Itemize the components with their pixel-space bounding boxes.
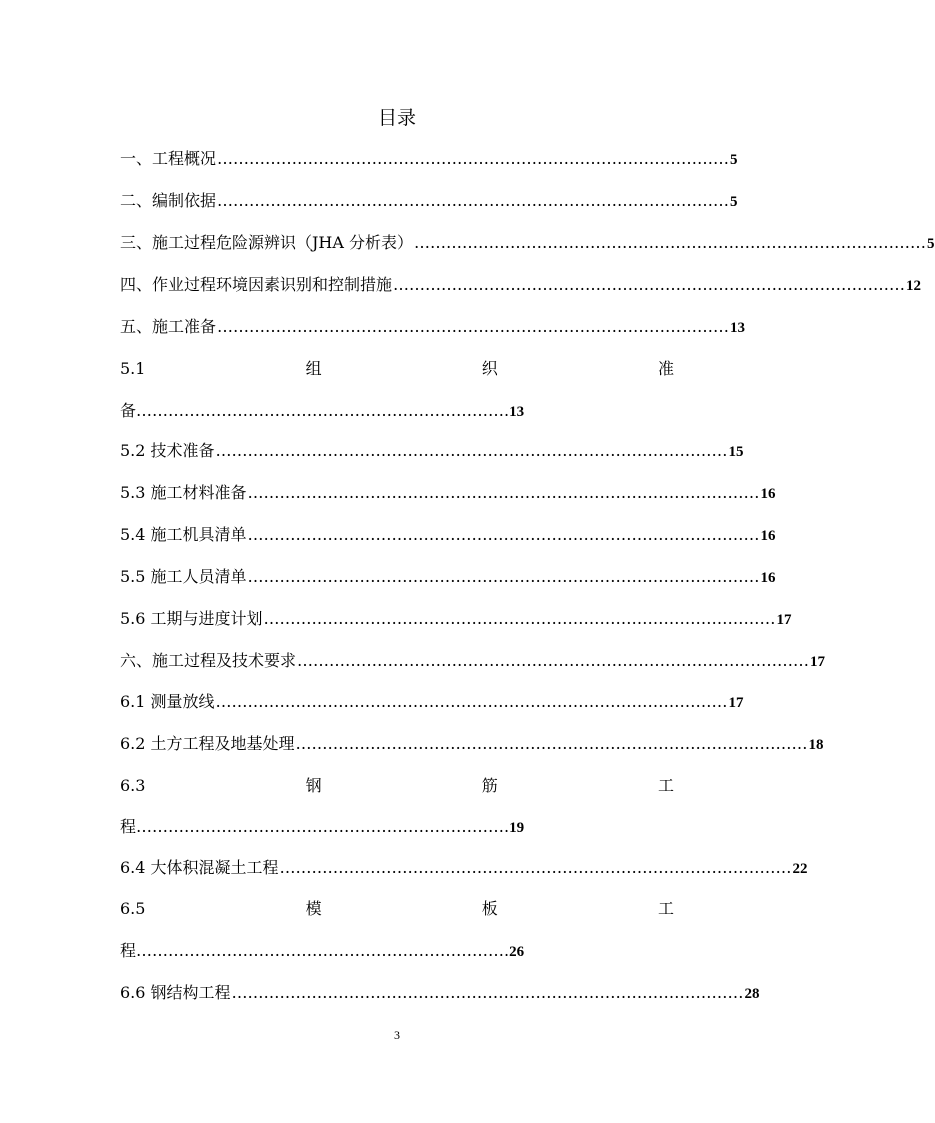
toc-title: 目录 [377, 107, 416, 129]
toc-entry[interactable] [120, 647, 826, 675]
toc-leader-dots: ……………………………………………………………. [136, 941, 510, 960]
toc-entry-label: 6.4 大体积混凝土工程 [120, 858, 279, 877]
toc-entry-number: 5.1 [120, 359, 146, 378]
toc-leader-dots: …………………………………………………………………………………… [217, 191, 730, 210]
toc-entry-label: 6.1 测量放线 [120, 692, 215, 711]
toc-entry-word: 工 [657, 899, 674, 918]
toc-entry-label: 5.3 施工材料准备 [120, 483, 247, 502]
toc-entry-label: 四、作业过程环境因素识别和控制措施 [120, 275, 393, 294]
toc-entry-page: 18 [808, 737, 824, 753]
toc-entry[interactable] [120, 688, 744, 716]
toc-entry-label: 程 [120, 817, 137, 836]
toc-entry[interactable] [120, 145, 738, 173]
toc-entry-label: 6.2 土方工程及地基处理 [120, 734, 295, 753]
toc-entry-label: 备 [120, 401, 137, 420]
toc-entry[interactable] [120, 313, 746, 341]
toc-entry-label: 一、工程概况 [120, 149, 217, 168]
toc-entry-label: 二、编制依据 [120, 191, 217, 210]
toc-entry[interactable] [120, 229, 935, 257]
toc-leader-dots: …………………………………………………………………………………… [263, 609, 776, 628]
toc-entry-word: 模 [305, 899, 322, 918]
toc-leader-dots: …………………………………………………………………………………… [393, 275, 906, 294]
toc-entry-label: 5.5 施工人员清单 [120, 567, 247, 586]
toc-entry-word: 工 [657, 776, 674, 795]
toc-leader-dots: …………………………………………………………………………………… [215, 692, 728, 711]
toc-leader-dots: ……………………………………………………………. [136, 817, 510, 836]
toc-leader-dots: …………………………………………………………………………………… [279, 858, 792, 877]
toc-entry-label: 六、施工过程及技术要求 [120, 651, 297, 670]
toc-entry-page: 12 [906, 278, 922, 294]
toc-entry-page: 13 [509, 404, 525, 420]
toc-entry-label: 5.4 施工机具清单 [120, 525, 247, 544]
toc-entry-split[interactable] [120, 355, 674, 383]
toc-entry-page: 16 [760, 486, 776, 502]
toc-leader-dots: …………………………………………………………………………………… [217, 149, 730, 168]
page-number: 3 [394, 1028, 400, 1042]
toc-entry[interactable] [120, 187, 738, 215]
toc-entry-label: 三、施工过程危险源辨识（JHA 分析表） [120, 233, 414, 252]
toc-entry-page: 26 [509, 944, 525, 960]
toc-entry-label: 6.6 钢结构工程 [120, 983, 231, 1002]
toc-entry-page: 17 [776, 612, 792, 628]
toc-entry[interactable] [120, 479, 776, 507]
toc-entry-label: 5.2 技术准备 [120, 441, 215, 460]
toc-leader-dots: …………………………………………………………………………………… [247, 525, 760, 544]
toc-leader-dots: …………………………………………………………………………………… [217, 317, 730, 336]
toc-entry-page: 17 [810, 654, 826, 670]
toc-entry-word: 组 [305, 359, 322, 378]
toc-entry-word: 钢 [305, 776, 322, 795]
toc-entry-page: 13 [730, 320, 746, 336]
toc-entry-page: 15 [728, 444, 744, 460]
toc-entry-page: 19 [509, 820, 525, 836]
toc-leader-dots: …………………………………………………………………………………… [231, 983, 744, 1002]
toc-leader-dots: …………………………………………………………………………………… [295, 734, 808, 753]
toc-entry[interactable] [120, 437, 744, 465]
toc-entry-word: 织 [481, 359, 498, 378]
toc-leader-dots: …………………………………………………………………………………… [247, 567, 760, 586]
toc-entry-number: 6.5 [120, 899, 146, 918]
toc-entry-continuation[interactable] [120, 397, 524, 425]
toc-entry-word: 板 [481, 899, 498, 918]
toc-entry[interactable] [120, 521, 776, 549]
toc-entry-page: 5 [730, 194, 738, 210]
toc-leader-dots: …………………………………………………………………………………… [414, 233, 927, 252]
toc-entry-number: 6.3 [120, 776, 146, 795]
toc-leader-dots: …………………………………………………………………………………… [215, 441, 728, 460]
toc-entry[interactable] [120, 563, 776, 591]
toc-entry-page: 16 [760, 570, 776, 586]
toc-entry[interactable] [120, 605, 792, 633]
toc-entry[interactable] [120, 979, 760, 1007]
toc-entry-word: 筋 [481, 776, 498, 795]
toc-entry[interactable] [120, 854, 808, 882]
toc-entry-page: 28 [744, 986, 760, 1002]
toc-entry-label: 5.6 工期与进度计划 [120, 609, 263, 628]
toc-leader-dots: …………………………………………………………………………………… [297, 651, 810, 670]
toc-entry-continuation[interactable] [120, 813, 524, 841]
toc-entry-page: 22 [792, 861, 808, 877]
toc-entry-page: 17 [728, 695, 744, 711]
toc-entry-label: 五、施工准备 [120, 317, 217, 336]
toc-entry-page: 5 [927, 236, 935, 252]
toc-entry-word: 准 [657, 359, 674, 378]
toc-entry-split[interactable] [120, 772, 674, 800]
toc-leader-dots: …………………………………………………………………………………… [247, 483, 760, 502]
toc-entry-page: 5 [730, 152, 738, 168]
toc-leader-dots: ……………………………………………………………. [136, 401, 510, 420]
toc-entry-continuation[interactable] [120, 937, 524, 965]
toc-entry[interactable] [120, 271, 922, 299]
toc-entry[interactable] [120, 730, 824, 758]
toc-entry-split[interactable] [120, 895, 674, 923]
toc-entry-label: 程 [120, 941, 137, 960]
toc-entry-page: 16 [760, 528, 776, 544]
